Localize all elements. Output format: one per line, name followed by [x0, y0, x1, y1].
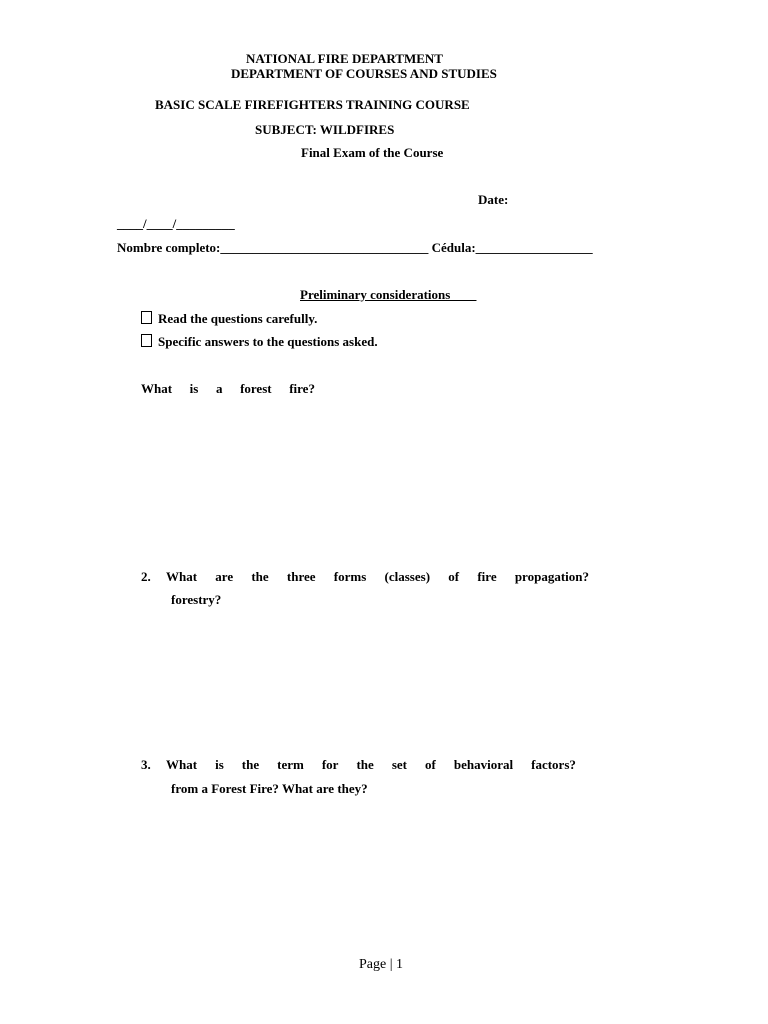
question-word: What: [166, 757, 198, 772]
question-word: set: [391, 757, 407, 772]
checkbox-icon: [141, 311, 152, 324]
question-word: a: [215, 381, 223, 396]
question-1: [141, 381, 315, 397]
question-word: is: [189, 381, 199, 396]
question-2-number: 2.: [141, 569, 151, 584]
exam-title: Final Exam of the Course: [301, 145, 444, 160]
question-word: factors?: [531, 757, 576, 772]
date-label: Date:: [478, 192, 509, 207]
question-word: is: [215, 757, 224, 772]
list-item-text: Specific answers to the questions asked.: [158, 334, 378, 349]
name-id-line: Nombre completo:________________________________ Cédula:__________________: [117, 240, 593, 255]
list-item: [141, 311, 317, 327]
question-word: fire: [477, 569, 497, 584]
question-word: (classes): [384, 569, 431, 584]
preliminary-heading: Preliminary considerations____: [300, 287, 477, 302]
header-courses-studies: DEPARTMENT OF COURSES AND STUDIES: [231, 66, 497, 81]
question-3-continuation: from a Forest Fire? What are they?: [171, 781, 368, 796]
question-word: are: [215, 569, 234, 584]
list-item-text: Read the questions carefully.: [158, 311, 318, 326]
question-word: propagation?: [514, 569, 589, 584]
question-word: fire?: [289, 381, 315, 396]
question-word: the: [241, 757, 260, 772]
list-item: [141, 334, 378, 350]
header-department: NATIONAL FIRE DEPARTMENT: [246, 51, 443, 66]
question-word: of: [448, 569, 460, 584]
question-word: term: [277, 757, 304, 772]
question-word: What: [166, 569, 198, 584]
question-word: of: [425, 757, 436, 772]
question-3-number: 3.: [141, 757, 151, 772]
course-title: BASIC SCALE FIREFIGHTERS TRAINING COURSE: [155, 97, 470, 112]
date-blank: ____/____/_________: [117, 216, 235, 231]
question-word: three: [286, 569, 316, 584]
question-word: the: [251, 569, 269, 584]
subject-title: SUBJECT: WILDFIRES: [255, 122, 395, 137]
question-word: for: [321, 757, 339, 772]
question-word: behavioral: [453, 757, 514, 772]
checkbox-icon: [141, 334, 152, 347]
question-word: the: [356, 757, 374, 772]
question-2-continuation: forestry?: [171, 592, 222, 607]
question-3: [166, 757, 576, 773]
question-word: forms: [333, 569, 367, 584]
page-number: Page | 1: [359, 957, 404, 972]
question-2: [166, 569, 589, 585]
question-word: What: [141, 381, 173, 396]
question-word: forest: [240, 381, 272, 396]
